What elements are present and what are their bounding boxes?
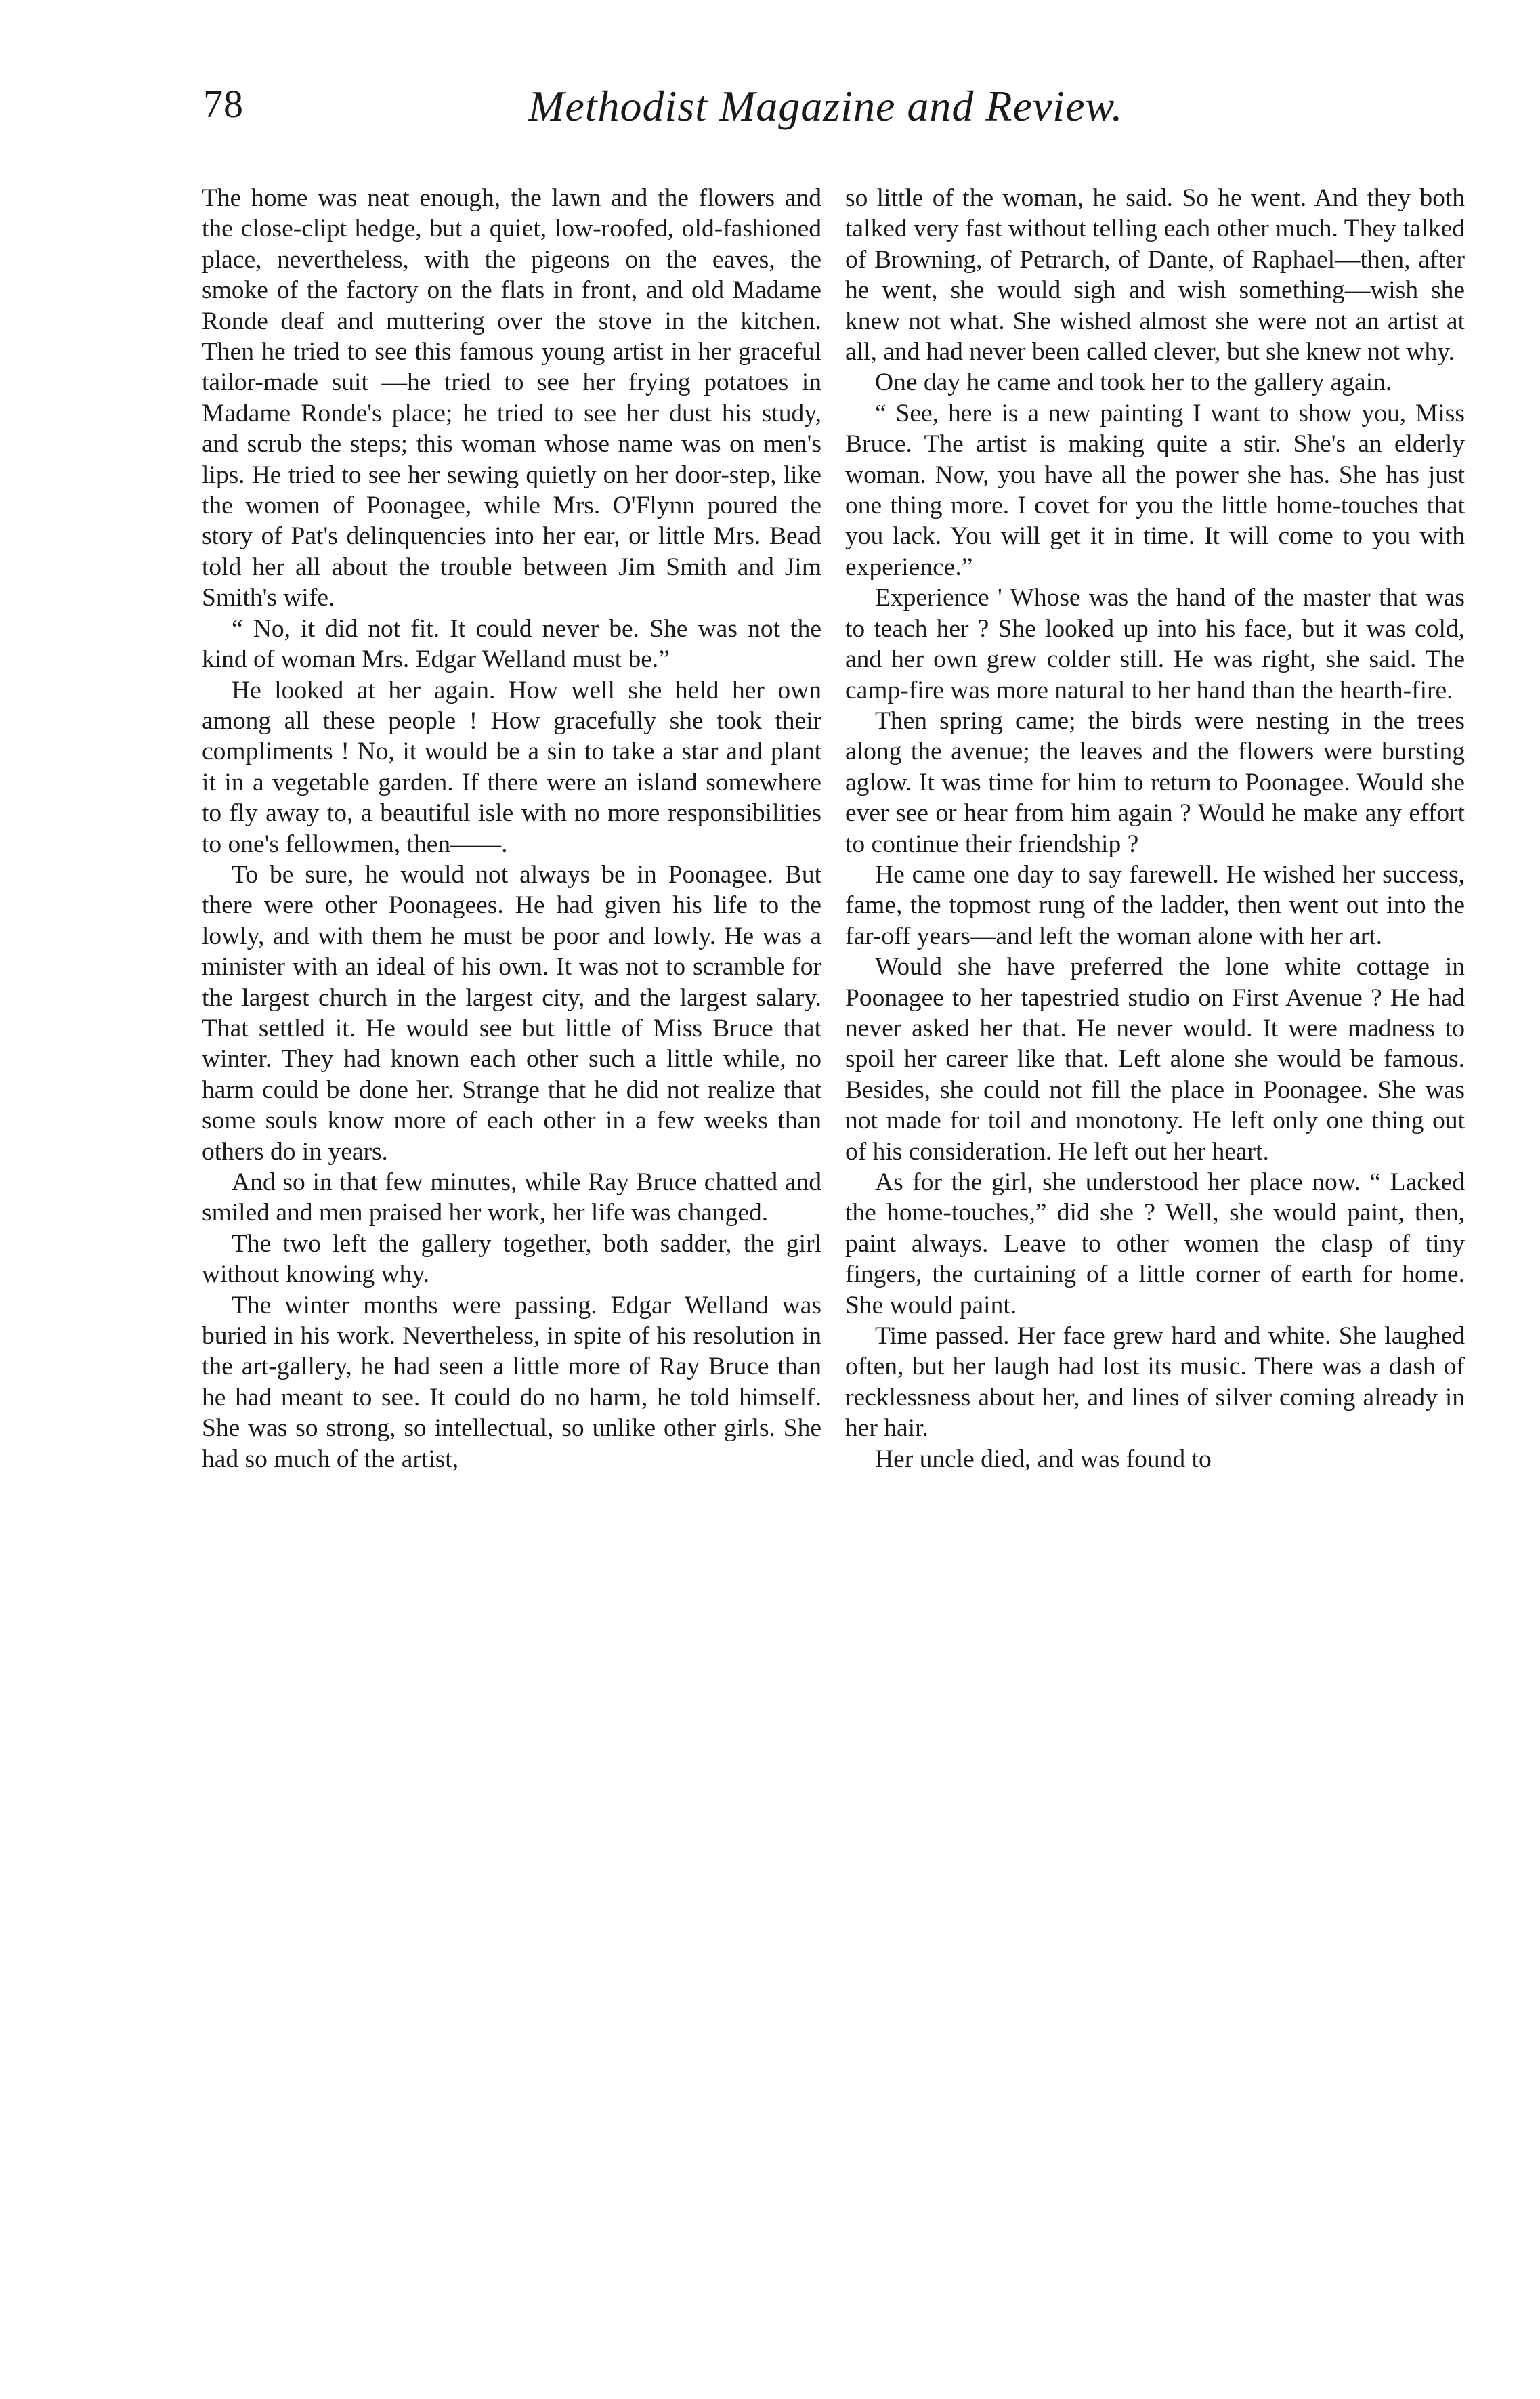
paragraph: Experience ' Whose was the hand of the master that was to teach her ? She looked up into his face, but it was cold, and her own grew colder still. He was right, she said. The camp-fire was more natural to her hand than the hearth-fire.	[845, 584, 1465, 704]
paragraph: One day he came and took her to the gallery again.	[875, 368, 1392, 397]
page-header	[203, 81, 1438, 142]
page-number: 78	[203, 82, 244, 126]
paragraph: He looked at her again. How well she held her own among all these people ! How gracefully she took their compliments ! No, it would be a sin to take a star and plant it in a vegetable garden. If there were an island somewhere to fly away to, a beautiful isle with no more responsibilities to one's fellowmen, then——.	[202, 676, 821, 858]
running-title: Methodist Magazine and Review.	[528, 82, 1124, 130]
paragraph: Then spring came; the birds were nesting in the trees along the avenue; the leaves and the flowers were bursting aglow. It was time for him to return to Poonagee. Would she ever see or hear from him again ? Would he make any effort to continue their friendship ?	[845, 706, 1465, 858]
paragraph: Would she have preferred the lone white cottage in Poonagee to her tapestried studio on First Avenue ? He had never asked her that. He never would. It were madness to spoil her career like that. Left alone she would be famous. Besides, she could not fill the place in Poonagee. She was not made for toil and monotony. He left only one thing out of his consideration. He left out her heart.	[845, 953, 1465, 1166]
paragraph: Time passed. Her face grew hard and white. She laughed often, but her laugh had lost its music. There was a dash of recklessness about her, and lines of silver coming already in her hair.	[845, 1322, 1465, 1443]
left-column	[202, 183, 821, 1474]
paragraph: so little of the woman, he said. So he went. And they both talked very fast without telling each other much. They talked of Browning, of Petrarch, of Dante, of Raphael—then, after he went, she would sigh and wish something—wish she knew not what. She wished almost she were not an artist at all, and had never been called clever, but she knew not why.	[845, 184, 1465, 366]
paragraph: He came one day to say farewell. He wished her success, fame, the topmost rung of the ladder, then went out into the far-off years—and left the woman alone with her art.	[845, 860, 1465, 950]
paragraph: And so in that few minutes, while Ray Bruce chatted and smiled and men praised her work, her life was changed.	[202, 1168, 821, 1227]
paragraph: The winter months were passing. Edgar Welland was buried in his work. Nevertheless, in spite of his resolution in the art-gallery, he had seen a little more of Ray Bruce than he had meant to see. It could do no harm, he told himself. She was so strong, so intellectual, so unlike other girls. She had so much of the artist,	[202, 1291, 821, 1473]
right-column	[845, 183, 1465, 1474]
paragraph: The home was neat enough, the lawn and the flowers and the close-clipt hedge, but a quiet, low-roofed, old-fashioned place, nevertheless, with the pigeons on the eaves, the smoke of the factory on the flats in front, and old Madame Ronde deaf and muttering over the stove in the kitchen. Then he tried to see this famous young artist in her graceful tailor-made suit —he tried to see her frying potatoes in Madame Ronde's place; he tried to see her dust his study, and scrub the steps; this woman whose name was on men's lips. He tried to see her sewing quietly on her door-step, like the women of Poonagee, while Mrs. O'Flynn poured the story of Pat's delinquencies into her ear, or little Mrs. Bead told her all about the trouble between Jim Smith and Jim Smith's wife.	[202, 184, 821, 612]
paragraph: Her uncle died, and was found to	[875, 1445, 1212, 1473]
paragraph: “ No, it did not fit. It could never be. She was not the kind of woman Mrs. Edgar Welland must be.”	[202, 614, 821, 674]
paragraph: To be sure, he would not always be in Poonagee. But there were other Poonagees. He had given his life to the lowly, and with them he must be poor and lowly. He was a minister with an ideal of his own. It was not to scramble for the largest church in the largest city, and the largest salary. That settled it. He would see but little of Miss Bruce that winter. They had known each other such a little while, no harm could be done her. Strange that he did not realize that some souls know more of each other in a few weeks than others do in years.	[202, 860, 821, 1166]
paragraph: “ See, here is a new painting I want to show you, Miss Bruce. The artist is making quite a stir. She's an elderly woman. Now, you have all the power she has. She has just one thing more. I covet for you the little home-touches that you lack. You will get it in time. It will come to you with experience.”	[845, 399, 1465, 581]
paragraph: As for the girl, she understood her place now. “ Lacked the home-touches,” did she ? Well, she would paint, then, paint always. Leave to other women the clasp of tiny fingers, the curtaining of a little corner of earth for home. She would paint.	[845, 1168, 1465, 1319]
paragraph: The two left the gallery together, both sadder, the girl without knowing why.	[202, 1229, 821, 1289]
